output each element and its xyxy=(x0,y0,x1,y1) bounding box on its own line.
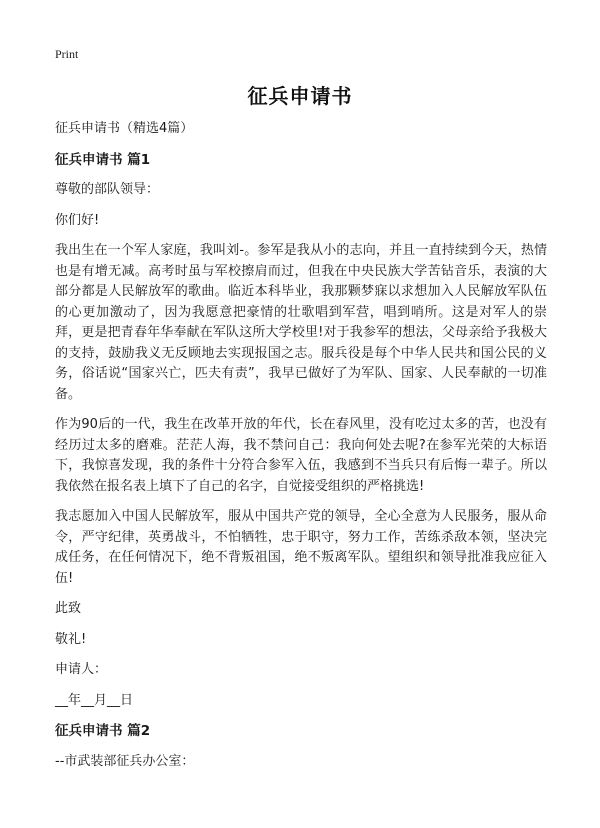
closing-line-2: 敬礼! xyxy=(55,631,87,647)
applicant-line: 申请人： xyxy=(55,662,108,677)
salutation: 尊敬的部队领导： xyxy=(55,182,160,197)
greeting: 你们好! xyxy=(55,212,100,228)
body-paragraph-2: 作为90后的一代，我生在改革开放的年代，长在春风里，没有吃过太多的苦，也没有经历过太多的磨难。茫茫人海，我不禁问自己：我向何处去呢?在参军光荣的大标语下，我惊喜发现，我的条件十分符合参军入伍，我感到不当兵只有后悔一辈子。所以我依然在报名表上填下了自己的名字，自觉接受组织的严格挑选! xyxy=(55,417,547,494)
document-body xyxy=(55,119,547,782)
date-line: __年__月__日 xyxy=(55,692,134,708)
print-link[interactable]: Print xyxy=(55,47,79,61)
document-title: 征兵申请书 xyxy=(247,84,353,108)
document-subtitle: 征兵申请书（精选4篇） xyxy=(55,121,194,136)
section-heading-2: 征兵申请书 篇2 xyxy=(55,723,151,739)
salutation-2: --市武装部征兵办公室： xyxy=(55,753,195,769)
body-paragraph-3: 我志愿加入中国人民解放军，服从中国共产党的领导，全心全意为人民服务，服从命令，严守纪律，英勇战斗，不怕牺牲，忠于职守，努力工作，苦练杀敌本领，坚决完成任务，在任何情况下，绝不背叛祖国，绝不叛离军队。望组织和领导批准我应征入伍! xyxy=(55,509,547,586)
section-heading-1: 征兵申请书 篇1 xyxy=(55,151,151,168)
closing-line-1: 此致 xyxy=(55,601,82,616)
body-paragraph-1: 我出生在一个军人家庭，我叫刘-。参军是我从小的志向，并且一直持续到今天，热情也是有增无减。高考时虽与军校擦肩而过，但我在中央民族大学苦钻音乐，表演的大部分都是人民解放军的歌曲。临近本科毕业，我那颗梦寐以求想加入人民解放军队伍的心更加激动了，因为我愿意把豪情的壮歌唱到军营，唱到哨所。这是对军人的崇拜，更是把青春年华奉献在军队这所大学校里!对于我参军的想法，父母亲给予我极大的支持，鼓励我义无反顾地去实现报国之志。服兵役是每个中华人民共和国公民的义务，俗话说“国家兴亡，匹夫有责”，我早已做好了为军队、国家、人民奉献的一切准备。 xyxy=(55,243,547,402)
